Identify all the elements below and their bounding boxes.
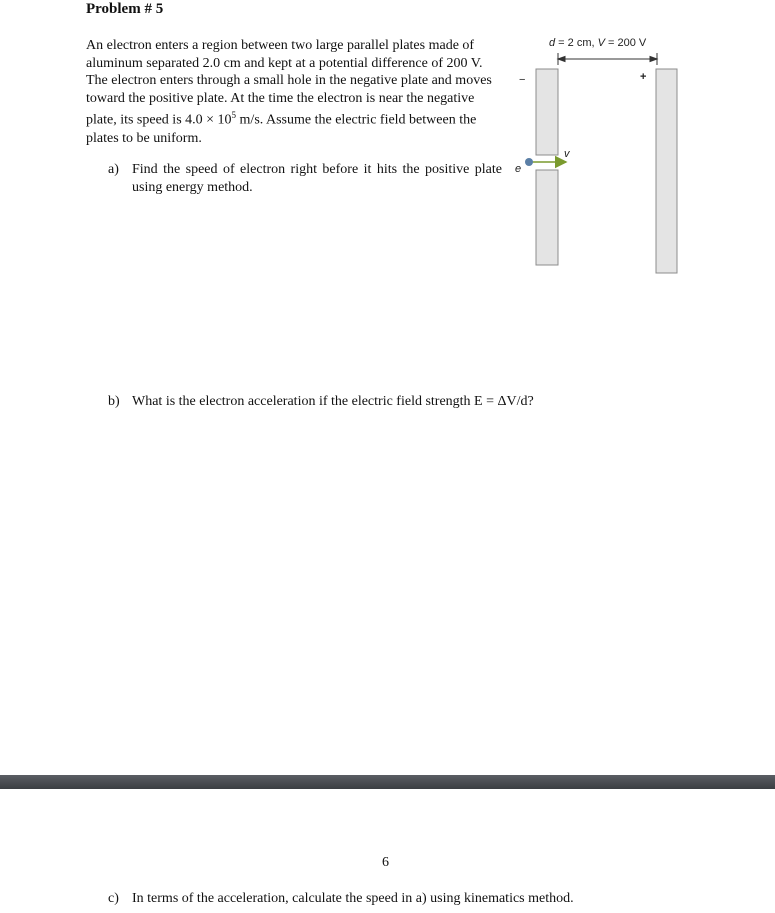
- question-a-text: Find the speed of electron right before it hits the positive plate using energy method.: [132, 162, 502, 195]
- negative-plate-lower: [536, 170, 558, 265]
- exponent: 5: [231, 110, 237, 121]
- electron-label: e: [515, 163, 522, 175]
- positive-sign: +: [640, 71, 647, 83]
- negative-plate-upper: [536, 69, 558, 155]
- problem-statement: [86, 37, 506, 147]
- statement-part-1: An electron enters a region between two large parallel plates made of aluminum separated 2.0 cm and kept at a potential difference of 200 V. The electron enters through a small hole in the negative plate and moves toward the positive plate. At the time the electron is near the negative plate, its speed is 4.0 × 10: [86, 38, 492, 129]
- question-c-label: c): [108, 891, 119, 906]
- electron-dot: [525, 158, 533, 166]
- negative-sign: −: [519, 74, 526, 86]
- page-number: 6: [382, 855, 389, 870]
- problem-title: Problem # 5: [86, 1, 164, 17]
- question-b-text: What is the electron acceleration if the electric field strength E = ΔV/d?: [132, 394, 534, 409]
- parallel-plates-figure: [505, 30, 690, 280]
- statement-part-2: m/s. Assume the electric field between the plates to be uniform.: [86, 113, 477, 146]
- question-c-text: In terms of the acceleration, calculate the speed in a) using kinematics method.: [132, 891, 574, 906]
- velocity-label: v: [564, 148, 570, 160]
- dimension-line: [558, 53, 657, 65]
- question-a-label: a): [108, 162, 119, 177]
- figure-caption: d = 2 cm, V = 200 V: [549, 37, 647, 49]
- page-divider: [0, 775, 775, 789]
- positive-plate: [656, 69, 677, 273]
- question-b-label: b): [108, 394, 120, 409]
